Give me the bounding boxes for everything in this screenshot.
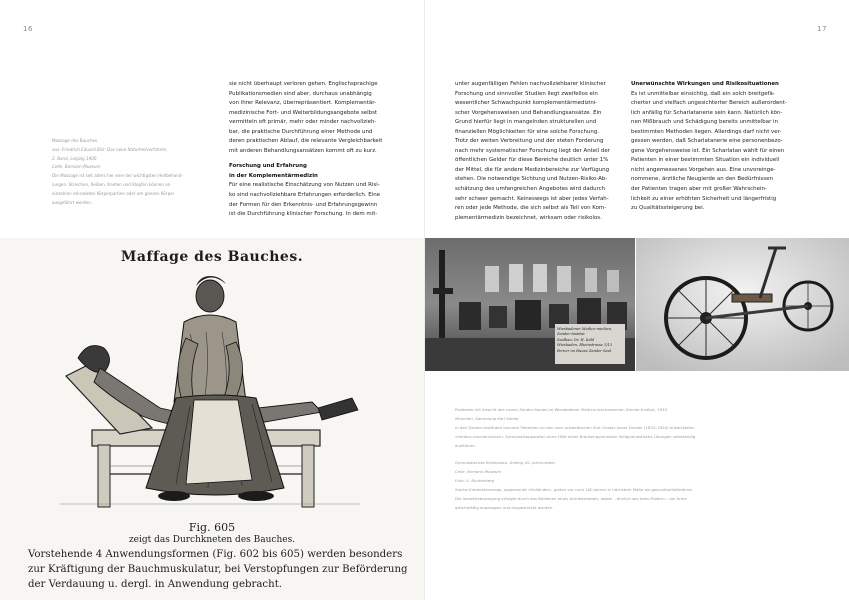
body-line: Patienten in einer bestimmten Situation ein individuell [631, 157, 780, 164]
body-line: lichkeit zu einer erhöhten Sicherheit und längerfristig [631, 195, 777, 202]
body-line: plementärmedizin bezeichnet, wirksam oder risikolos. [455, 214, 602, 221]
body-line: ko sind nachvollziehbare Erfahrungen erforderlich. Eine [229, 192, 380, 199]
body-line: nicht angemessenes Vorgehen aus. Eine unvoreinge- [631, 166, 776, 173]
body-line: lich anfällig für Scharlatanerie sein kann. Natürlich kön- [631, 109, 783, 116]
photo-zander-hall [425, 238, 635, 371]
figure-number: Fig. 605 [188, 521, 236, 534]
caption-line: Foto: U. Boutenberg [455, 478, 495, 484]
postcard-label-line: Zander-Institut [557, 332, 585, 337]
caption-right [455, 406, 825, 513]
figure-text-line: der Verdauung u. dergl. in Anwendung gebracht. [28, 579, 283, 590]
caption-line: Die Vorwärtsbewegung erfolgte durch das Bedienen eines Antriebshebels, wobei – ähnlich wie beim Rudern – die Arme [455, 496, 687, 502]
caption-line: 2. Band, Leipzig 1900 [52, 155, 97, 161]
figure-subtitle: zeigt das Durchkneten des Bauches. [128, 535, 296, 545]
caption-line: In den Zander-Instituten konnten Patienten an den vom schwedischen Arzt Gustav Jonas Zander (1835–1920) entwickelten [455, 424, 695, 430]
body-line: der Formen für den Erkenntnis- und Erfahrungsgewinn [229, 201, 378, 208]
body-line: wesentlicher Schwachpunkt komplementärmedizini- [455, 100, 598, 107]
body-line: medizinische Fort- und Weiterbildungsangebote selbst [229, 109, 378, 116]
caption-line: München, Sammlung Karl Stehle [455, 415, 519, 421]
body-line: sie nicht überhaupt verloren gehen. Englischsprachige [229, 81, 378, 87]
caption-line: gleichmäßig angezogen und ausgestreckt wurden. [455, 504, 554, 510]
body-line: mit anderen Behandlungsansätzen kommt oft zu kurz. [229, 147, 377, 154]
massage-illustration [0, 238, 424, 600]
postcard-label-line: Ferner im Hause Zander Saal [557, 348, 611, 353]
caption-line: Celle, Bomann-Museum [455, 469, 502, 475]
body-line: gene Vorgehensweise ist. Ein Scharlatan wählt für einen [631, 147, 785, 154]
body-line: ist die Durchführung klinischer Forschung. In dem mit- [229, 211, 378, 218]
body-line: der Patienten tragen aber mit großer Wahrschein- [631, 186, 767, 193]
caption-line: ausführen. [455, 442, 476, 448]
body-line: Publikationsmedien sind aber, durchaus unabhängig [229, 90, 372, 97]
photo-childrens-car [636, 238, 849, 371]
body-line: nen Mißbrauch und Schädigung bereits unmittelbar in [631, 119, 778, 126]
body-line: ren oder jede Methode, die sich selbst als Teil von Kom- [455, 205, 607, 212]
section-heading: Unerwünschte Wirkungen und Risikosituationen [631, 81, 779, 87]
body-line: schätzung des umfangreichen Angebotes wird dadurch [455, 186, 606, 193]
caption-line: Die Massage ist seit alters her eine der wichtigsten Heilbehand- [52, 173, 183, 179]
caption-line: »medico-mechanischen« Gymnastikapparaten ohne Hilfe eines Krankengymnasten heilgymnastische Übungen selbständig [455, 433, 696, 439]
caption-line: aus: Friedrich Eduard Bilz: Das neue Naturheilverfahren, [52, 146, 168, 152]
text-column-2 [455, 80, 641, 223]
body-line: sehr schwer gemacht. Keineswegs ist aber jedes Verfah- [455, 195, 609, 202]
caption-line: lungen. Streichen, Reiben, Kneten und Klopfen können an [52, 181, 171, 187]
caption-line: Celle, Bomann-Museum [52, 164, 101, 170]
caption-line: einzelnen erkrankten Körperpartien oder am ganzen Körper [52, 190, 175, 196]
section-heading: Forschung und Erfahrung [229, 163, 307, 170]
postcard-label-line: Saalbau: Dr. H. Kahl [557, 337, 595, 342]
body-line: Es ist unmittelbar einsichtig, daß ein solch breitgefä- [631, 90, 775, 97]
caption-line: ausgeführt werden. [52, 199, 93, 205]
figure-text [28, 547, 420, 592]
body-line: Grund hierfür liegt in mangelnden strukturellen und [455, 119, 597, 126]
caption-line: Gymnastisches Kinderauto, Anfang 20. Jahrhundert [455, 460, 556, 466]
postcard-label [557, 327, 623, 354]
body-line: bestimmten Methoden liegen. Allerdings darf nicht ver- [631, 128, 782, 135]
body-line: stehen. Die notwendige Sichtung und Nutzen-Risiko-Ab- [455, 176, 608, 183]
body-line: von ihrer Relevanz, überrepräsentiert. Komplementär- [229, 100, 377, 107]
engraving-drawing [0, 238, 424, 600]
body-line: vermitteln oft primär, mehr oder minder nachvollzieh- [229, 119, 377, 126]
text-column-1 [229, 80, 415, 220]
body-line: zu Qualitätssteigerung bei. [631, 205, 705, 212]
illustration-title: Maffage des Bauches. [120, 249, 304, 265]
body-line: Forschung und sinnvoller Studien liegt zweifellos ein [455, 90, 598, 97]
caption-line: Massage des Bauches [52, 138, 98, 143]
body-line: nommene, ärztliche Neugierde an den Bedürfnissen [631, 176, 773, 183]
body-line: Für eine realistische Einschätzung von Nutzen und Risi- [229, 182, 380, 189]
body-line: bar, die praktische Durchführung einer Methode und [229, 128, 373, 135]
postcard-label-line: Wiesbaden, Rheinstrasse 1/13 [557, 343, 613, 348]
figure-text-line: zur Kräftigung der Bauchmuskulatur, bei Verstopfungen zur Beförderung [28, 564, 408, 575]
body-line: unter augenfälligen Fehlen nachvollziehbarer klinischer [455, 81, 606, 87]
car-photo-drawing [636, 238, 849, 371]
body-line: der Mittel, die für andere Medizinbereiche zur Verfügung [455, 166, 610, 173]
body-line: finanziellen Möglichkeiten für eine solche Forschung. [455, 128, 600, 135]
section-heading: in der Komplementärmedizin [229, 172, 318, 179]
postcard-label-line: Wiesbadener Medico-mechan. [557, 327, 613, 331]
body-line: cherter und vielfach ungesichterter Bereich außerordent- [631, 100, 787, 107]
page-number-right: 17 [817, 25, 827, 33]
body-line: gessen werden, daß Scharlatanerie eine personenbezo- [631, 138, 783, 145]
caption-line: Solche Kinderfahrzeuge, sogenannte »Holländer«, galten vor rund 100 Jahren in höchstem Maße als gesundheitsfördernd. [455, 487, 693, 493]
caption-line: Postkarte mit Ansicht des neuen Zander-Saales im Wiesbadener Medico-mechanischen Zander-Institut, 1910 [455, 407, 668, 412]
caption-massage [52, 137, 217, 207]
text-column-3 [631, 80, 817, 214]
body-line: Trotz der weiten Verbreitung und der steten Forderung [455, 138, 604, 145]
page-number-left: 16 [23, 25, 33, 33]
body-line: öffentlichen Gelder für diese Bereiche deutlich unter 1% [455, 157, 609, 164]
figure-text-line: Vorstehende 4 Anwendungsformen (Fig. 602 bis 605) werden besonders [28, 549, 403, 560]
body-line: deren praktischen Ablauf, die relevante Vergleichbarkeit [229, 138, 383, 145]
body-line: scher Vorgehensweisen und Behandlungsansätze. Ein [455, 109, 602, 116]
body-line: nach mehr systematischer Forschung liegt der Anteil der [455, 147, 610, 154]
